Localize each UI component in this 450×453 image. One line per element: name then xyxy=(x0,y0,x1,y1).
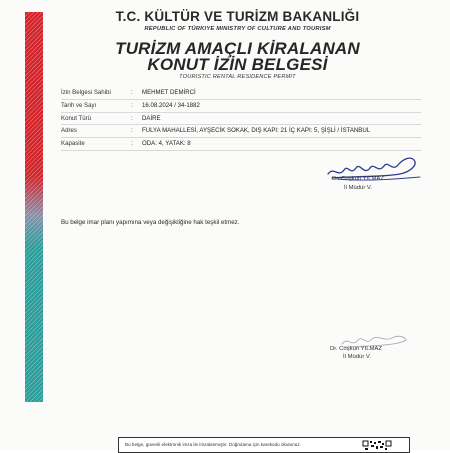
field-label: Kapasite xyxy=(61,140,85,148)
field-separator: : xyxy=(131,127,133,135)
legal-note: Bu belge imar planı yapımına veya değişikliğine hak teşkil etmez. xyxy=(61,219,240,226)
field-label: Konut Türü xyxy=(61,114,92,122)
field-value: 16.08.2024 / 34-1882 xyxy=(142,101,200,109)
permit-fields xyxy=(61,87,421,151)
signer-title: İl Müdür V. xyxy=(344,185,372,191)
ministry-name: T.C. KÜLTÜR VE TURİZM BAKANLIĞI xyxy=(115,9,360,24)
document-title-line2: KONUT İZİN BELGESİ xyxy=(147,55,328,74)
field-separator: : xyxy=(131,89,133,96)
field-row-address xyxy=(61,125,421,138)
signer-title: İl Müdür V. xyxy=(343,354,371,360)
field-separator: : xyxy=(131,101,133,109)
field-separator: : xyxy=(131,114,133,122)
field-label: İzin Belgesi Sahibi xyxy=(61,89,111,96)
field-value: DAİRE xyxy=(142,114,161,122)
document-title-line1: TURİZM AMAÇLI KİRALANAN xyxy=(115,39,360,58)
verification-text: Bu belge, güvenli elektronik imza ile imzalanmıştır. Doğrulama için karekodu okutunuz. xyxy=(125,442,301,447)
flag-ribbon-decoration xyxy=(25,12,43,402)
field-row-holder xyxy=(61,87,421,100)
field-value: MEHMET DEMİRCİ xyxy=(142,89,196,96)
signer-name: Dr. Coşkun YILMAZ xyxy=(330,346,382,352)
field-row-date-number xyxy=(61,100,421,113)
field-value: FULYA MAHALLESİ, AYŞECİK SOKAK, DIŞ KAPI: 21 İÇ KAPI: 5, ŞİŞLİ / İSTANBUL xyxy=(142,127,371,135)
field-label: Tarih ve Sayı xyxy=(61,101,97,109)
signer-name: Dr. Coşkun YILMAZ xyxy=(332,176,384,182)
field-separator: : xyxy=(131,140,133,148)
field-row-residence-type xyxy=(61,113,421,126)
document-title-english: TOURISTIC RENTAL RESIDENCE PERMIT xyxy=(179,74,296,80)
field-value: ODA: 4, YATAK: 8 xyxy=(142,140,191,148)
qr-code-icon xyxy=(362,440,392,450)
ministry-name-english: REPUBLIC OF TÜRKIYE MINISTRY OF CULTURE AND TOURISM xyxy=(144,26,331,32)
field-label: Adres xyxy=(61,127,77,135)
